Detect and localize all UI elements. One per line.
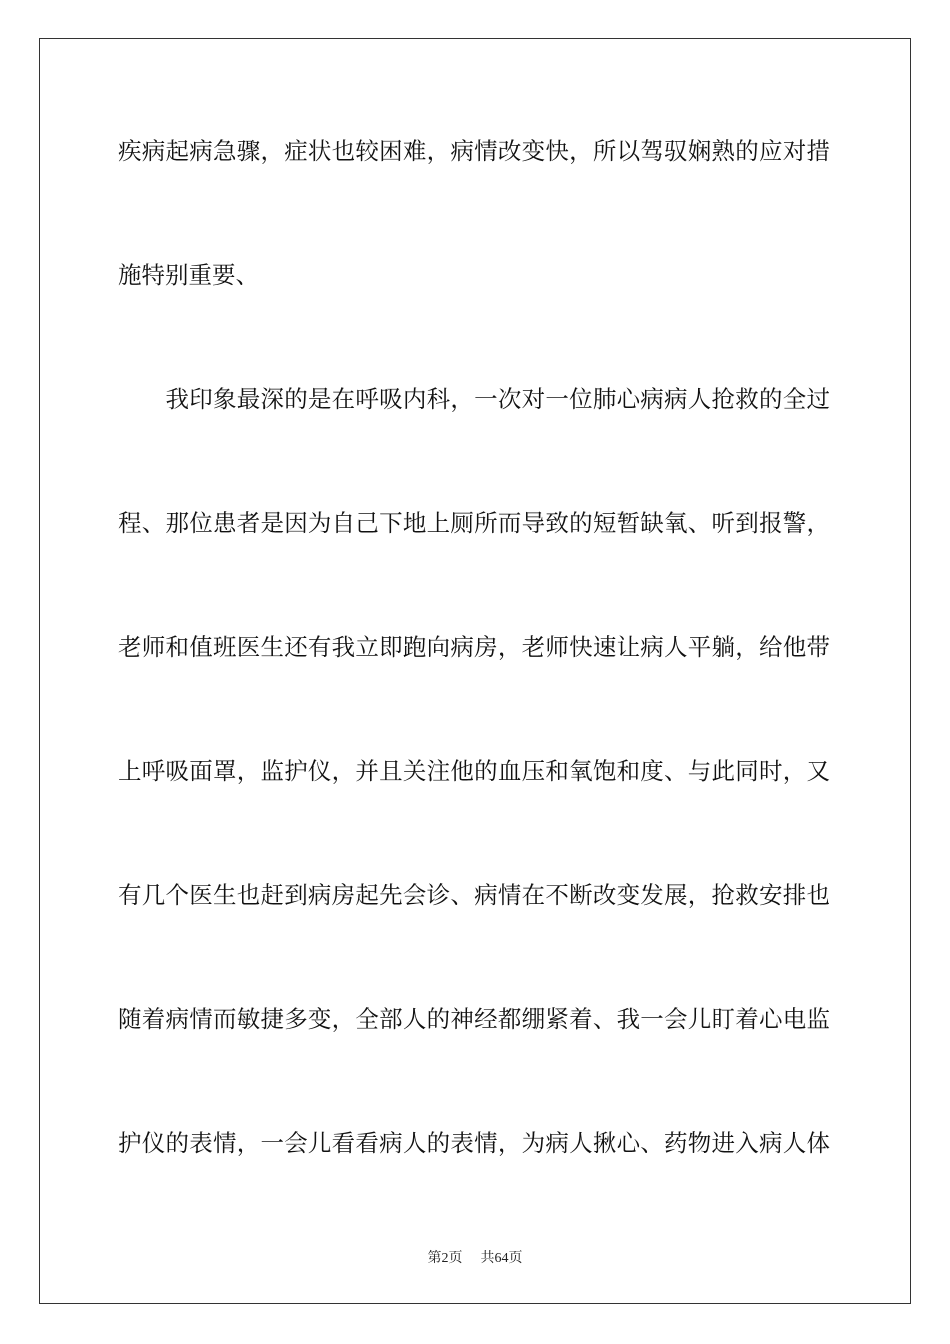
page-number: 第2页 [427,1251,463,1266]
body-text-line: 程、那位患者是因为自己下地上厕所而导致的短暂缺氧、听到报警， [118,509,830,537]
body-text-line: 随着病情而敏捷多变，全部人的神经都绷紧着、我一会儿盯着心电监 [118,1005,830,1033]
page-border [39,38,911,1304]
body-text-line: 老师和值班医生还有我立即跑向病房，老师快速让病人平躺，给他带 [118,633,830,661]
page-footer [0,1250,950,1268]
body-text-line: 上呼吸面罩，监护仪，并且关注他的血压和氧饱和度、与此同时，又 [118,757,830,785]
body-text-line: 护仪的表情，一会儿看看病人的表情，为病人揪心、药物进入病人体 [118,1129,830,1157]
body-text-line: 施特别重要、 [118,261,259,289]
page-total: 共64页 [480,1251,523,1266]
body-text-line: 有几个医生也赶到病房起先会诊、病情在不断改变发展，抢救安排也 [118,881,830,909]
body-text-line: 我印象最深的是在呼吸内科，一次对一位肺心病病人抢救的全过 [118,385,830,413]
body-text-line: 疾病起病急骤，症状也较困难，病情改变快，所以驾驭娴熟的应对措 [118,137,830,165]
